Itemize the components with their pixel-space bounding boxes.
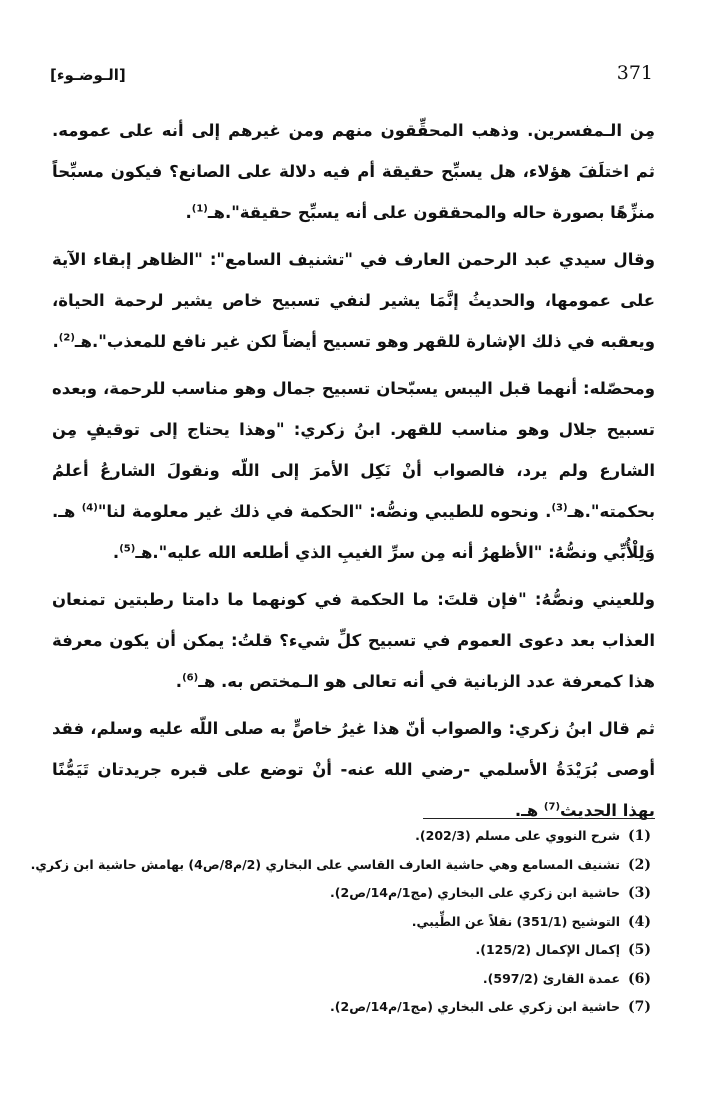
footnote-ref-6[interactable]: (6) xyxy=(182,672,199,684)
main-text xyxy=(52,110,655,831)
page-header xyxy=(50,62,653,92)
footnote-text: حاشية ابن زكري على البخاري (مج1/م14/ص2). xyxy=(330,999,620,1014)
footnote-text: التوشيح (351/1) نقلاً عن الطِّيبي. xyxy=(411,913,620,929)
page-number: 371 xyxy=(616,62,653,84)
footnote-ref-2[interactable]: (2) xyxy=(58,332,75,344)
footnote-ref-5[interactable]: (5) xyxy=(119,543,136,555)
footnote-item xyxy=(52,879,651,908)
footnote-number: (4) xyxy=(628,913,651,930)
paragraph-3: ومحصّله: أنهما قبل اليبس يسبّحان تسبيح جمال وهو مناسب للرحمة، وبعده تسبيح جلال وهو مناسب للقهر. ابنُ زكري: "وهذا يحتاج إلى توقيفٍ مِن الشارع ولم يرد، فالصواب أنْ نَكِل الأمرَ إلى اللّه ونقولَ الشارعُ أعلمُ بحكمته".هـ$^{(3)}$. ونحوه للطيبي ونصُّه: "الحكمة في ذلك غير معلومة لنا"$^{(4)}$ هـ. وَلِلْأُبِّي ونصُّهُ: "الأظهرُ أنه مِن سرِّ الغيبِ الذي أطلعه الله عليه".هـ$^{(5)}$. xyxy=(52,379,656,562)
footnote-divider xyxy=(423,818,655,819)
footnote-text: حاشية ابن زكري على البخاري (مج1/م14/ص2). xyxy=(330,885,620,900)
footnote-text: تشنيف المسامع وهي حاشية العارف القاسي على البخاري (2/م8/ص4) بهامش حاشية ابن زكري. xyxy=(30,856,620,872)
footnote-ref-7[interactable]: (7) xyxy=(543,801,561,813)
footnote-item xyxy=(52,936,651,965)
footnotes-list xyxy=(30,822,651,1022)
footnote-item xyxy=(52,993,651,1022)
footnote-number: (6) xyxy=(628,970,651,987)
footnote-text: عمدة القارئ (597/2). xyxy=(482,970,620,986)
paragraph-2: وقال سيدي عبد الرحمن العارف في "تشنيف السامع": "الظاهر إبقاء الآية على عمومها، والحديثُ إنَّمَا يشير لنفي تسبيح خاص يشير لرحمة الحياة، ويعقبه في ذلك الإشارة للقهر وهو تسبيح أيضاً لكن غير نافع للمعذب".هـ$^{(2)}$. xyxy=(52,250,655,351)
footnote-item xyxy=(52,908,651,937)
footnote-number: (1) xyxy=(628,828,651,844)
footnote-number: (3) xyxy=(628,885,651,901)
paragraph-5: ثم قال ابنُ زكري: والصواب أنّ هذا غيرُ خاصٍّ به صلى اللّه عليه وسلم، فقد أوصى بُرَيْدَةُ الأسلمي -رضي الله عنه- أنْ توضع على قبره جريدتان تَيَمُّنًا بهذا الحديث$^{(7)}$ هـ. xyxy=(52,719,655,820)
footnote-ref-1[interactable]: (1) xyxy=(191,203,208,215)
footnote-text: شرح النووي على مسلم (202/3). xyxy=(415,828,620,843)
footnote-item xyxy=(52,822,651,851)
footnote-item xyxy=(30,851,651,880)
paragraph-1: مِن الـمفسرين. وذهب المحقِّقون منهم ومن غيرهم إلى أنه على عمومه. ثم اختلَفَ هؤلاء، هل يسبِّح حقيقة أم فيه دلالة على الصانع؟ فيكون مسبِّحاً منزِّهًا بصورة حاله والمحققون على أنه يسبِّح حقيقة".هـ$^{(1)}$. xyxy=(52,121,655,222)
footnote-number: (5) xyxy=(628,942,651,958)
footnote-ref-3[interactable]: (3) xyxy=(551,502,568,514)
section-title: [الـوضـوء] xyxy=(50,66,126,84)
footnote-item xyxy=(52,965,651,994)
footnote-text: إكمال الإكمال (125/2). xyxy=(475,942,620,957)
footnote-number: (2) xyxy=(628,856,651,873)
footnote-number: (7) xyxy=(628,999,651,1015)
paragraph-4: وللعيني ونصُّهُ: "فإن قلتَ: ما الحكمة في كونهما ما دامتا رطبتين تمنعان العذاب بعد دعوى العموم في تسبيح كلِّ شيء؟ قلتُ: يمكن أن يكون معرفة هذا كمعرفة عدد الزبانية في أنه تعالى هو الـمختص به. هـ$^{(6)}$. xyxy=(52,590,655,691)
footnote-ref-4[interactable]: (4) xyxy=(81,502,98,514)
